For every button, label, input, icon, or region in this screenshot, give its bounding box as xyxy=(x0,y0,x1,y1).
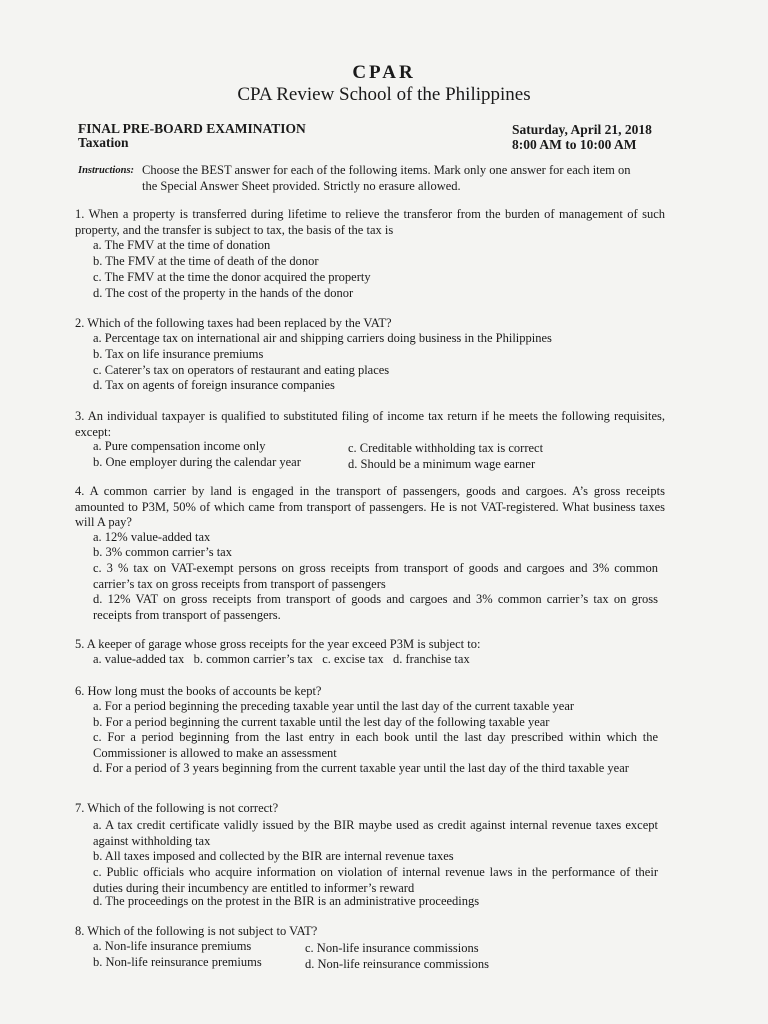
question-6-option-b: b. For a period beginning the current taxable until the lest day of the following taxable year xyxy=(93,715,550,729)
question-3-option-d: d. Should be a minimum wage earner xyxy=(348,457,536,471)
question-2-option-d: d. Tax on agents of foreign insurance companies xyxy=(93,378,335,392)
question-2-option-c: c. Caterer’s tax on operators of restaurant and eating places xyxy=(93,363,390,377)
exam-title: FINAL PRE-BOARD EXAMINATION xyxy=(78,121,306,136)
instructions-line-1: Choose the BEST answer for each of the following items. Mark only one answer for each item on xyxy=(142,163,631,177)
question-6-option-a: a. For a period beginning the preceding taxable year until the last day of the current taxable year xyxy=(93,699,575,713)
question-7-stem: 7. Which of the following is not correct? xyxy=(75,801,279,815)
question-8-option-a: a. Non-life insurance premiums xyxy=(93,939,252,953)
question-8-option-d: d. Non-life reinsurance commissions xyxy=(305,957,489,971)
question-6-option-d: d. For a period of 3 years beginning from the current taxable year until the last day of the third taxable year xyxy=(93,761,629,775)
question-5-stem: 5. A keeper of garage whose gross receipts for the year exceed P3M is subject to: xyxy=(75,637,481,651)
question-5-options: a. value-added tax b. common carrier’s tax c. excise tax d. franchise tax xyxy=(93,652,470,666)
question-4-stem: 4. A common carrier by land is engaged in the transport of passengers, goods and cargoes. A’s gross receipts amounted to P3M, 50% of which came from transport of passengers. He is not VAT-registered. What business taxes will A pay? xyxy=(75,484,665,529)
question-2-option-b: b. Tax on life insurance premiums xyxy=(93,347,264,361)
question-3-option-b: b. One employer during the calendar year xyxy=(93,455,301,469)
question-3-option-a: a. Pure compensation income only xyxy=(93,439,266,453)
question-4-option-c: c. 3 % tax on VAT-exempt persons on gross receipts from transport of goods and cargoes and 3% common carrier’s tax on gross receipts from transport of passengers xyxy=(93,561,658,591)
question-7-option-b: b. All taxes imposed and collected by the BIR are internal revenue taxes xyxy=(93,849,454,863)
exam-subject: Taxation xyxy=(78,135,129,150)
question-8-option-b: b. Non-life reinsurance premiums xyxy=(93,955,262,969)
question-7-option-a: a. A tax credit certificate validly issued by the BIR maybe used as credit against internal revenue taxes except against withholding tax xyxy=(93,818,658,848)
school-acronym: CPAR xyxy=(352,62,416,83)
question-4-option-b: b. 3% common carrier’s tax xyxy=(93,545,232,559)
instructions-line-2: the Special Answer Sheet provided. Strictly no erasure allowed. xyxy=(142,179,461,193)
question-1-option-a: a. The FMV at the time of donation xyxy=(93,238,271,252)
question-2-option-a: a. Percentage tax on international air and shipping carriers doing business in the Philippines xyxy=(93,331,552,345)
question-6-stem: 6. How long must the books of accounts be kept? xyxy=(75,684,322,698)
question-8-option-c: c. Non-life insurance commissions xyxy=(305,941,479,955)
school-name: CPA Review School of the Philippines xyxy=(237,84,531,105)
question-1-option-d: d. The cost of the property in the hands of the donor xyxy=(93,286,354,300)
question-4-option-a: a. 12% value-added tax xyxy=(93,530,211,544)
question-4-option-d: d. 12% VAT on gross receipts from transport of goods and cargoes and 3% common carrier’s tax on gross receipts from transport of passengers. xyxy=(93,592,658,622)
question-2-stem: 2. Which of the following taxes had been replaced by the VAT? xyxy=(75,316,392,330)
question-1-option-c: c. The FMV at the time the donor acquired the property xyxy=(93,270,371,284)
question-1-stem: 1. When a property is transferred during lifetime to relieve the transferor from the burden of management of such property, and the transfer is subject to tax, the basis of the tax is xyxy=(75,207,665,237)
question-6-option-c: c. For a period beginning from the last entry in each book until the last day prescribed within which the Commissioner is allowed to make an assessment xyxy=(93,730,658,760)
instructions-label: Instructions: xyxy=(78,165,135,176)
exam-time: 8:00 AM to 10:00 AM xyxy=(512,137,637,152)
question-7-option-d: d. The proceedings on the protest in the BIR is an administrative proceedings xyxy=(93,894,480,908)
question-3-stem: 3. An individual taxpayer is qualified to substituted filing of income tax return if he meets the following requisites, except: xyxy=(75,409,665,439)
exam-date: Saturday, April 21, 2018 xyxy=(512,122,652,137)
question-7-option-c: c. Public officials who acquire information on violation of internal revenue laws in the performance of their duties during their incumbency are entitled to informer’s reward xyxy=(93,865,658,895)
question-1-option-b: b. The FMV at the time of death of the donor xyxy=(93,254,319,268)
question-3-option-c: c. Creditable withholding tax is correct xyxy=(348,441,544,455)
question-8-stem: 8. Which of the following is not subject to VAT? xyxy=(75,924,318,938)
